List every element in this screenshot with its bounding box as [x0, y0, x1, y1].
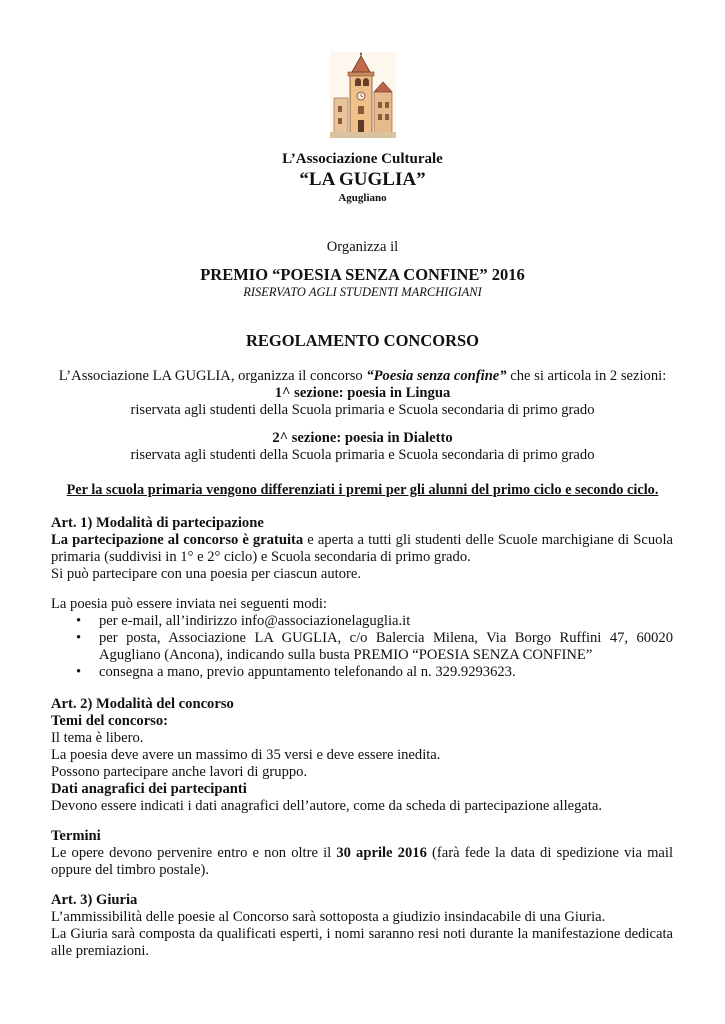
theme-free: Il tema è libero.	[51, 730, 144, 746]
art3-title: Art. 3) Giuria	[51, 892, 138, 908]
section2-title: 2^ sezione: poesia in Dialetto	[272, 430, 453, 446]
send-methods-list	[51, 613, 673, 681]
participation-free: La partecipazione al concorso è gratuita	[51, 532, 304, 548]
art1-send-intro: La poesia può essere inviata nei seguenti modi:	[51, 596, 327, 612]
art2-title: Art. 2) Modalità del concorso	[51, 696, 234, 712]
organizes-label: Organizza il	[326, 239, 399, 255]
terms-post: (farà fede la data di spedizione via mail oppure del timbro postale).	[51, 845, 674, 878]
art3-p2: La Giuria sarà composta da qualificati esperti, i nomi saranno resi noti durante la manifestazione dedicata alle premiazioni.	[51, 926, 673, 959]
association-line: L’Associazione Culturale	[282, 151, 443, 167]
send-method-hand	[51, 664, 673, 681]
section1-title: 1^ sezione: poesia in Lingua	[274, 385, 451, 401]
data-text: Devono essere indicati i dati anagrafici dell’autore, come da scheda di partecipazione allegata.	[51, 798, 603, 814]
rules-title: REGOLAMENTO CONCORSO	[245, 331, 479, 350]
data-title: Dati anagrafici dei partecipanti	[51, 781, 247, 797]
association-name: “LA GUGLIA”	[299, 169, 426, 190]
association-town: Agugliano	[338, 192, 387, 204]
group-works: Possono partecipare anche lavori di gruppo.	[51, 764, 308, 780]
rules-intro	[0, 368, 725, 385]
terms-title: Termini	[51, 828, 101, 844]
send-method-text: consegna a mano, previo appuntamento telefonando al n. 329.9293623.	[99, 664, 516, 680]
primary-school-note: Per la scuola primaria vengono differenziati i premi per gli alunni del primo ciclo e secondo ciclo.	[66, 482, 659, 498]
participation-rest: e aperta a tutti gli studenti delle Scuole marchigiane di Scuola primaria (suddivisi in 1° e 2° ciclo) e Scuola secondaria di primo grado.	[51, 532, 674, 565]
art1-title: Art. 1) Modalità di partecipazione	[51, 515, 264, 531]
section2-desc: riservata agli studenti della Scuola primaria e Scuola secondaria di primo grado	[130, 447, 595, 463]
art1-participation	[51, 532, 673, 566]
prize-title: PREMIO “POESIA SENZA CONFINE” 2016	[200, 265, 525, 284]
bullet-icon: •	[76, 630, 82, 646]
section1-desc: riservata agli studenti della Scuola primaria e Scuola secondaria di primo grado	[130, 402, 595, 418]
send-method-post	[51, 630, 673, 664]
max-verses: La poesia deve avere un massimo di 35 versi e deve essere inedita.	[51, 747, 441, 763]
rules-intro-post: che si articola in 2 sezioni:	[506, 368, 667, 384]
themes-title: Temi del concorso:	[51, 713, 169, 729]
send-method-email	[51, 613, 673, 630]
terms-text	[51, 845, 673, 879]
send-method-text: per posta, Associazione LA GUGLIA, c/o Balercia Milena, Via Borgo Ruffini 47, 60020 Agugliano (Ancona), indicando sulla busta PREMIO “POESIA SENZA CONFINE”	[99, 630, 673, 663]
bell-tower-logo	[330, 52, 396, 138]
prize-subtitle: RISERVATO AGLI STUDENTI MARCHIGIANI	[243, 285, 482, 299]
contest-name: “Poesia senza confine”	[366, 368, 507, 384]
send-method-text: per e-mail, all’indirizzo info@associazionelaguglia.it	[99, 613, 411, 629]
terms-pre: Le opere devono pervenire entro e non oltre il	[51, 845, 337, 861]
art3-p1: L’ammissibilità delle poesie al Concorso sarà sottoposta a giudizio insindacabile di una Giuria.	[51, 909, 606, 925]
deadline-date: 30 aprile 2016	[336, 845, 427, 861]
art1-one-poem: Si può partecipare con una poesia per ciascun autore.	[51, 566, 361, 582]
rules-intro-pre: L’Associazione LA GUGLIA, organizza il concorso	[58, 368, 367, 384]
bullet-icon: •	[76, 613, 82, 629]
bullet-icon: •	[76, 664, 82, 680]
